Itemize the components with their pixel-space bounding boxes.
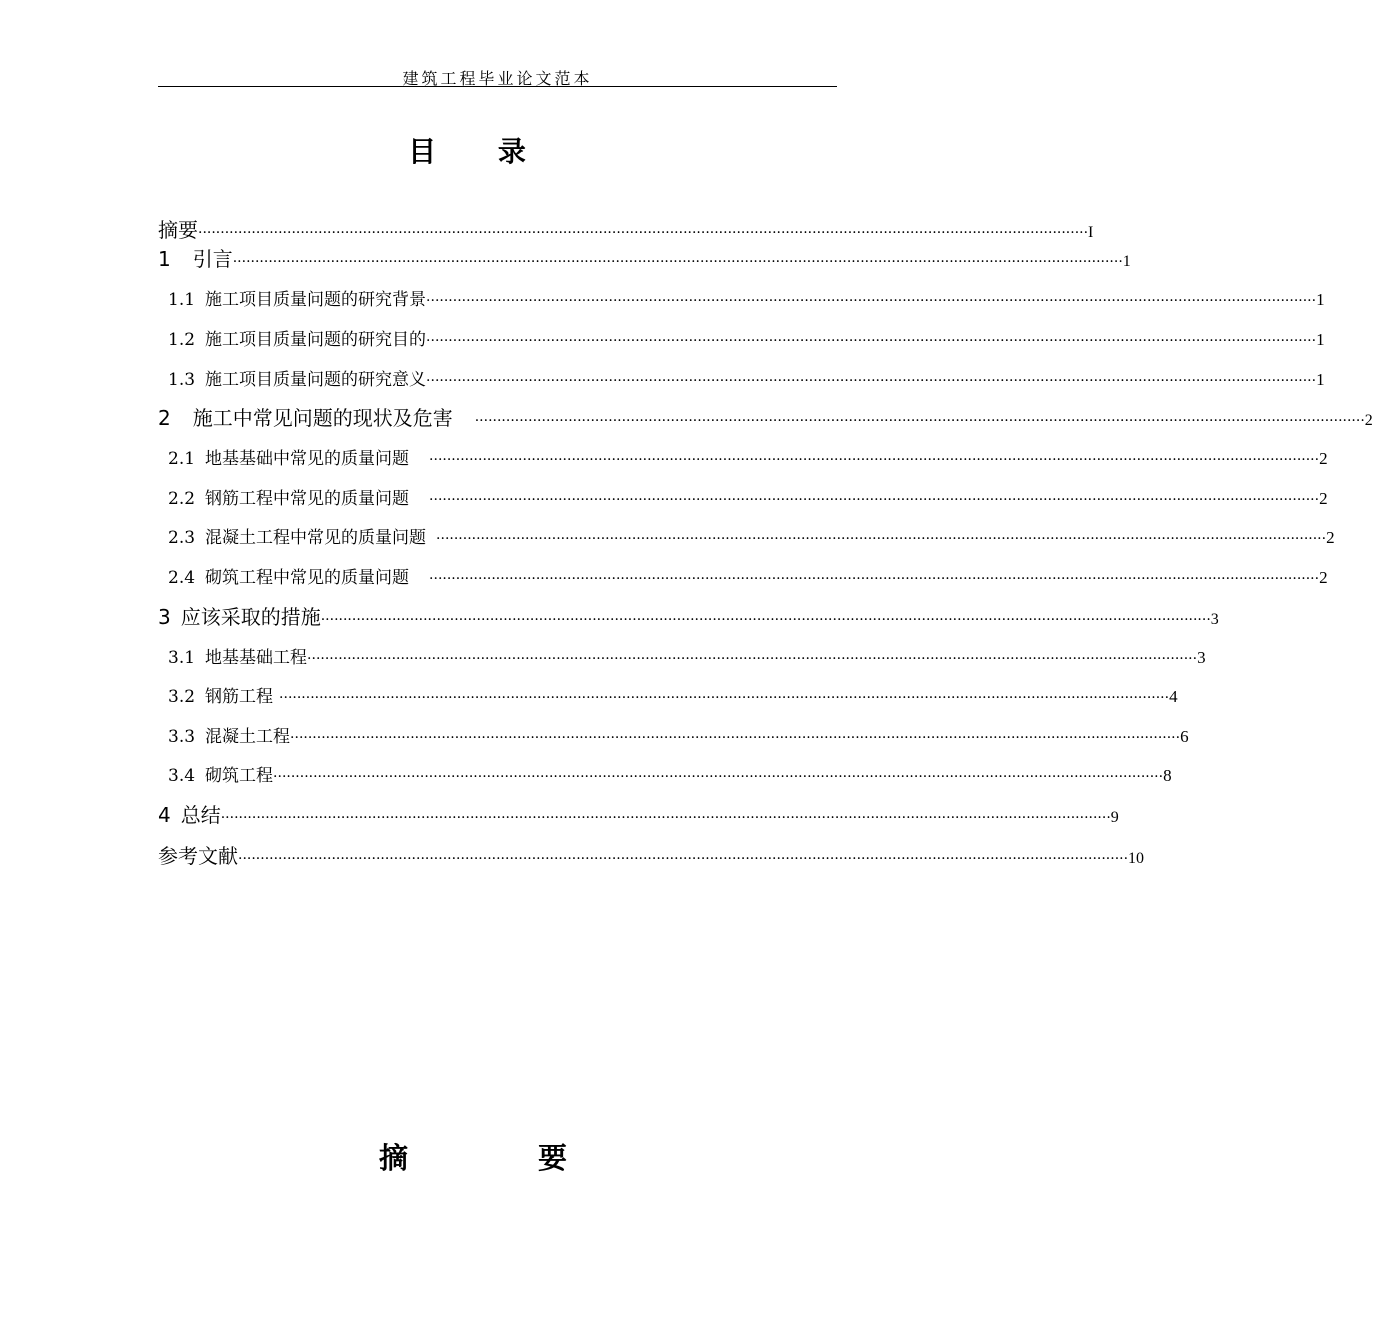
toc-entry-3-2[interactable] bbox=[168, 682, 1178, 707]
toc-entry-number: 1.3 bbox=[168, 370, 196, 390]
toc-entry-page: 2 bbox=[1326, 528, 1335, 547]
abstract-heading: 摘 要 bbox=[378, 1141, 628, 1175]
toc-entry-label: 施工中常见问题的现状及危害 bbox=[192, 406, 453, 430]
toc-entry-number: 3.2 bbox=[168, 687, 196, 707]
toc-entry-label: 引言 bbox=[192, 247, 233, 271]
toc-entry-label: 钢筋工程 bbox=[205, 687, 274, 707]
toc-entry-page: 1 bbox=[1316, 370, 1325, 389]
toc-entry-2[interactable] bbox=[158, 402, 1373, 431]
toc-entry-number: 2.4 bbox=[168, 568, 196, 588]
toc-entry-page: 2 bbox=[1364, 412, 1373, 429]
toc-leader-dots: ········································································································································································································ bbox=[474, 413, 1365, 429]
toc-entry-3-3[interactable] bbox=[168, 722, 1189, 747]
toc-entry-3-4[interactable] bbox=[168, 761, 1172, 786]
toc-entry-label: 钢筋工程中常见的质量问题 bbox=[205, 489, 410, 509]
toc-entry-number: 2 bbox=[158, 406, 171, 430]
toc-entry-page: 2 bbox=[1319, 489, 1328, 508]
toc-entry-page: 1 bbox=[1316, 290, 1325, 309]
toc-leader-dots: ········································································································································································································ bbox=[429, 452, 1320, 468]
toc-entry-label: 砌筑工程中常见的质量问题 bbox=[205, 568, 410, 588]
toc-entry-3-1[interactable] bbox=[168, 643, 1206, 668]
toc-entry-page: 10 bbox=[1128, 850, 1145, 867]
toc-entry-label: 应该采取的措施 bbox=[180, 605, 321, 629]
toc-entry-number: 3.4 bbox=[168, 766, 196, 786]
toc-entry-label: 施工项目质量问题的研究意义 bbox=[205, 370, 427, 390]
toc-entry-references[interactable] bbox=[158, 840, 1145, 869]
toc-entry-label: 施工项目质量问题的研究背景 bbox=[205, 290, 427, 310]
toc-entry-number: 3.1 bbox=[168, 648, 196, 668]
toc-entry-label: 地基基础中常见的质量问题 bbox=[205, 449, 410, 469]
toc-entry-page: 1 bbox=[1122, 253, 1131, 270]
toc-entry-number: 2.3 bbox=[168, 528, 196, 548]
toc-leader-dots: ········································································································································································································ bbox=[290, 730, 1181, 746]
toc-entry-3[interactable] bbox=[158, 601, 1219, 630]
toc-entry-2-3[interactable] bbox=[168, 523, 1335, 548]
toc-entry-label: 混凝土工程 bbox=[205, 727, 291, 747]
toc-leader-dots: ········································································································································································································ bbox=[426, 333, 1317, 349]
toc-entry-2-1[interactable] bbox=[168, 444, 1328, 469]
toc-entry-number: 3.3 bbox=[168, 727, 196, 747]
toc-leader-dots: ········································································································································································································ bbox=[273, 769, 1164, 785]
toc-entry-label: 总结 bbox=[180, 803, 221, 827]
toc-leader-dots: ········································································································································································································ bbox=[279, 690, 1170, 706]
toc-entry-number: 4 bbox=[158, 803, 171, 827]
toc-entry-1[interactable] bbox=[158, 243, 1131, 272]
toc-title: 目 录 bbox=[408, 135, 552, 168]
header-rule bbox=[158, 86, 837, 87]
toc-entry-page: 3 bbox=[1197, 648, 1206, 667]
toc-entry-page: 2 bbox=[1319, 568, 1328, 587]
toc-leader-dots: ········································································································································································································ bbox=[429, 571, 1320, 587]
toc-entry-number: 1 bbox=[158, 247, 171, 271]
toc-entry-page: 3 bbox=[1210, 611, 1219, 628]
toc-leader-dots: ········································································································································································································ bbox=[426, 373, 1317, 389]
toc-entry-page: 1 bbox=[1316, 330, 1325, 349]
toc-entry-2-4[interactable] bbox=[168, 563, 1328, 588]
toc-entry-abstract[interactable] bbox=[158, 214, 1094, 243]
toc-entry-label: 砌筑工程 bbox=[205, 766, 274, 786]
toc-entry-1-3[interactable] bbox=[168, 365, 1325, 390]
toc-entry-label: 混凝土工程中常见的质量问题 bbox=[205, 528, 427, 548]
toc-leader-dots: ········································································································································································································ bbox=[238, 851, 1129, 867]
toc-leader-dots: ········································································································································································································ bbox=[320, 612, 1211, 628]
toc-leader-dots: ········································································································································································································ bbox=[307, 651, 1198, 667]
toc-entry-number: 2.2 bbox=[168, 489, 196, 509]
toc-entry-page: 2 bbox=[1319, 449, 1328, 468]
toc-entry-label: 地基基础工程 bbox=[205, 648, 308, 668]
toc-entry-page: 9 bbox=[1110, 809, 1119, 826]
toc-leader-dots: ········································································································································································································ bbox=[220, 810, 1111, 826]
toc-leader-dots: ········································································································································································································ bbox=[426, 293, 1317, 309]
toc-entry-number: 2.1 bbox=[168, 449, 196, 469]
toc-entry-number: 1.2 bbox=[168, 330, 196, 350]
toc-leader-dots: ········································································································································································································ bbox=[436, 531, 1327, 547]
toc-leader-dots: ········································································································································································································ bbox=[232, 254, 1123, 270]
toc-leader-dots: ········································································································································································································ bbox=[429, 492, 1320, 508]
toc-entry-number: 1.1 bbox=[168, 290, 196, 310]
toc-entry-page: 6 bbox=[1180, 727, 1189, 746]
toc-entry-page: 4 bbox=[1169, 687, 1178, 706]
toc-entry-4[interactable] bbox=[158, 799, 1119, 828]
toc-leader-dots: ········································································································································································································ bbox=[198, 225, 1089, 241]
toc-entry-label: 参考文献 bbox=[158, 844, 238, 868]
toc-entry-label: 施工项目质量问题的研究目的 bbox=[205, 330, 427, 350]
toc-entry-2-2[interactable] bbox=[168, 484, 1328, 509]
toc-entry-page: I bbox=[1088, 224, 1094, 241]
toc-entry-label: 摘要 bbox=[158, 218, 198, 242]
running-header-title: 建筑工程毕业论文范本 bbox=[402, 69, 593, 88]
toc-entry-1-1[interactable] bbox=[168, 285, 1325, 310]
toc-entry-page: 8 bbox=[1163, 766, 1172, 785]
toc-entry-1-2[interactable] bbox=[168, 325, 1325, 350]
toc-entry-number: 3 bbox=[158, 605, 171, 629]
